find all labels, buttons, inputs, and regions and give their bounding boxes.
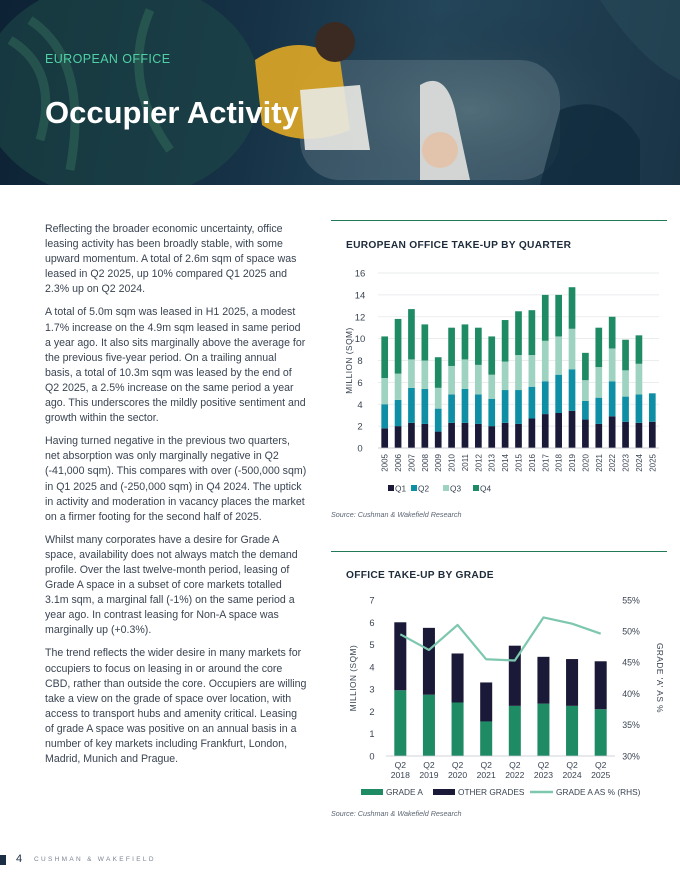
bar-segment-q3	[529, 355, 536, 387]
bar-segment-grade-a	[423, 695, 435, 756]
bar-segment-q1	[636, 423, 643, 448]
bar-segment-q2	[515, 390, 522, 424]
paragraph: Reflecting the broader economic uncertainty, office leasing activity has been broadly stable, with some upward momentum. A total of 2.6m sqm of space was leased in Q2 2025, up 10% compared Q1 2025 and 2.3% up on Q2 2024.	[45, 223, 297, 296]
grade-takeup-chart	[331, 552, 667, 806]
bar-segment-grade-a	[509, 706, 521, 756]
legend-label: Q4	[480, 483, 492, 494]
x-tick-label: Q2	[566, 760, 578, 770]
page-number: 4	[16, 853, 23, 865]
x-tick-label: 2012	[474, 454, 484, 472]
bar-segment-q1	[582, 420, 589, 448]
x-tick-label: 2014	[501, 454, 511, 472]
x-tick-label: 2011	[460, 454, 470, 472]
bar-segment-q4	[421, 324, 428, 360]
bar-segment-q4	[381, 336, 388, 378]
legend-swatch	[361, 789, 383, 795]
section-eyebrow: EUROPEAN OFFICE	[45, 52, 171, 66]
legend-swatch	[433, 789, 455, 795]
x-tick-label: 2023	[533, 770, 553, 780]
x-tick-label: 2007	[407, 454, 417, 472]
bar-segment-q2	[408, 388, 415, 423]
x-tick-label: 2016	[527, 454, 537, 472]
y-tick-label: 2	[357, 421, 363, 433]
x-tick-label: Q2	[537, 760, 550, 770]
x-tick-label: 2025	[648, 454, 658, 472]
bar-segment-q2	[395, 400, 402, 426]
bar-segment-q2	[595, 398, 602, 424]
bar-segment-q2	[529, 387, 536, 419]
bar-segment-q1	[609, 416, 616, 448]
paragraph: The trend reflects the wider desire in many markets for occupiers to focus on leasing in or around the core CBD, rather than outside the core. Occupiers are willing take a view on the grade of space over location, with access to transport hubs and amenity critical. Leasing of grade A space was positive on an annual basis in a number of key markets including Frankfurt, London, Madrid, Munich and Prague.	[45, 647, 307, 766]
x-tick-label: 2006	[394, 454, 404, 472]
y-tick-label: 1	[369, 729, 375, 740]
y2-tick-label: 30%	[622, 751, 640, 762]
bar-segment-q4	[542, 295, 549, 341]
bar-segment-q1	[515, 424, 522, 448]
y-tick-label: 10	[354, 334, 366, 346]
bar-segment-q4	[529, 310, 536, 355]
y-tick-label: 8	[357, 356, 363, 367]
y2-tick-label: 50%	[622, 626, 640, 637]
footer-marker	[0, 855, 6, 865]
bar-segment-q3	[462, 359, 469, 389]
bar-segment-other-grades	[394, 622, 406, 690]
bar-segment-other-grades	[595, 661, 607, 709]
bar-segment-q1	[395, 426, 402, 448]
bar-segment-q1	[475, 424, 482, 448]
x-tick-label: 2015	[514, 454, 524, 472]
bar-segment-q4	[555, 295, 562, 337]
bar-segment-q3	[542, 341, 549, 381]
x-tick-label: 2024	[562, 770, 582, 780]
x-tick-label: 2018	[390, 770, 410, 780]
y-tick-label: 6	[357, 377, 363, 389]
x-tick-label: Q2	[423, 760, 435, 770]
bar-segment-q3	[448, 366, 455, 394]
y-tick-label: 0	[369, 751, 375, 762]
bar-segment-q4	[569, 287, 576, 329]
bar-segment-q1	[555, 413, 562, 448]
x-tick-label: 2023	[621, 454, 631, 472]
x-tick-label: 2018	[554, 454, 564, 472]
bar-segment-q2	[475, 394, 482, 424]
legend-label: Q1	[395, 483, 407, 494]
x-tick-label: Q2	[594, 760, 607, 770]
legend-label: Q2	[418, 483, 430, 494]
y-tick-label: 7	[369, 595, 375, 606]
y-tick-label: 12	[354, 312, 366, 324]
x-tick-label: Q2	[394, 760, 407, 770]
bar-segment-q4	[408, 309, 415, 359]
bar-segment-other-grades	[452, 653, 464, 702]
x-tick-label: 2010	[447, 454, 457, 472]
bar-segment-q3	[408, 359, 415, 387]
x-tick-label: 2022	[608, 454, 618, 472]
bar-segment-q1	[622, 422, 629, 448]
x-tick-label: 2021	[594, 454, 604, 472]
legend-label: OTHER GRADES	[458, 787, 525, 797]
bar-segment-grade-a	[480, 721, 492, 756]
bar-segment-q2	[462, 389, 469, 423]
bar-segment-q2	[555, 375, 562, 413]
bar-segment-q3	[555, 336, 562, 374]
bar-segment-grade-a	[394, 690, 406, 756]
bar-segment-q1	[542, 414, 549, 448]
x-tick-label: 2005	[380, 454, 390, 472]
legend-swatch	[388, 485, 394, 491]
bar-segment-q1	[595, 424, 602, 448]
bar-segment-q2	[649, 393, 656, 421]
bar-segment-q1	[569, 411, 576, 448]
x-tick-label: 2021	[476, 770, 496, 780]
bar-segment-q2	[502, 390, 509, 423]
x-tick-label: Q2	[451, 760, 464, 770]
legend-swatch	[473, 485, 479, 491]
bar-segment-other-grades	[423, 628, 435, 695]
bar-segment-q3	[475, 365, 482, 395]
x-tick-label: 2019	[419, 770, 439, 780]
page-title: Occupier Activity	[45, 95, 299, 130]
y2-axis-label: GRADE 'A' AS %	[655, 642, 665, 714]
bar-segment-q3	[502, 362, 509, 390]
bar-segment-q3	[595, 367, 602, 398]
bar-segment-q4	[395, 319, 402, 374]
y-tick-label: 14	[354, 290, 366, 302]
bar-segment-q2	[381, 404, 388, 428]
bar-segment-q1	[435, 432, 442, 448]
legend-label: GRADE A	[386, 787, 423, 797]
bar-segment-q4	[502, 320, 509, 362]
bar-segment-q2	[582, 401, 589, 420]
y-tick-label: 5	[369, 640, 375, 651]
bar-segment-q2	[569, 369, 576, 411]
y-tick-label: 2	[369, 706, 375, 717]
bar-segment-q4	[462, 324, 469, 359]
bar-segment-q3	[569, 329, 576, 369]
bar-segment-q4	[595, 328, 602, 367]
x-tick-label: 2009	[434, 454, 444, 472]
bar-segment-other-grades	[480, 682, 492, 721]
y-axis-label: MILLION (SQM)	[344, 327, 354, 394]
paragraph: Whilst many corporates have a desire for Grade A space, availability does not always match the demand profile. Over the last twelve-month period, leasing of Grade A space in a subset of core markets totalled 3.1m sqm, a marginal fall (-1%) on the same period a year ago. In contrast leasing for Non-A space was marginally up (+0.3%).	[45, 533, 298, 637]
x-tick-label: 2024	[634, 454, 644, 472]
y2-tick-label: 45%	[622, 657, 640, 668]
legend-label: GRADE A AS % (RHS)	[556, 787, 641, 797]
quarterly-takeup-chart	[331, 221, 667, 509]
bar-segment-other-grades	[566, 659, 578, 706]
x-tick-label: 2013	[487, 454, 497, 472]
y-tick-label: 0	[357, 443, 363, 455]
bar-segment-q4	[582, 353, 589, 380]
quarterly-takeup-chart-panel	[331, 220, 667, 510]
bar-segment-q1	[649, 422, 656, 448]
bar-segment-q4	[622, 340, 629, 371]
bar-segment-q2	[435, 409, 442, 432]
bar-segment-q3	[609, 348, 616, 381]
bar-segment-q4	[435, 357, 442, 388]
y-tick-label: 16	[354, 268, 366, 280]
x-tick-label: 2025	[591, 770, 611, 780]
bar-segment-q2	[542, 381, 549, 414]
x-tick-label: 2022	[505, 770, 525, 780]
bar-segment-q3	[622, 370, 629, 396]
chart-source: Source: Cushman & Wakefield Research	[331, 809, 462, 818]
bar-segment-q3	[488, 375, 495, 399]
bar-segment-q3	[636, 364, 643, 395]
bar-segment-q3	[381, 378, 388, 404]
x-tick-label: 2017	[541, 454, 551, 472]
bar-segment-grade-a	[595, 709, 607, 756]
legend-swatch	[411, 485, 417, 491]
bar-segment-q1	[529, 418, 536, 448]
bar-segment-q2	[622, 397, 629, 422]
bar-segment-q1	[462, 423, 469, 448]
x-tick-label: Q2	[509, 760, 521, 770]
bar-segment-q4	[475, 328, 482, 365]
y-axis-label: MILLION (SQM)	[348, 644, 358, 712]
bar-segment-q1	[502, 423, 509, 448]
footer-brand: CUSHMAN & WAKEFIELD	[34, 856, 156, 863]
chart-title: OFFICE TAKE-UP BY GRADE	[346, 570, 494, 581]
x-tick-label: Q2	[480, 760, 492, 770]
y-tick-label: 3	[369, 684, 375, 695]
hero-photo	[0, 0, 680, 185]
y2-tick-label: 55%	[622, 595, 640, 606]
bar-segment-q3	[582, 380, 589, 401]
y-tick-label: 4	[369, 662, 375, 673]
bar-segment-q4	[636, 335, 643, 363]
body-text	[45, 222, 307, 775]
bar-segment-q1	[421, 424, 428, 448]
bar-segment-q2	[609, 381, 616, 416]
bar-segment-q2	[636, 394, 643, 422]
bar-segment-q4	[609, 317, 616, 349]
chart-title: EUROPEAN OFFICE TAKE-UP BY QUARTER	[346, 240, 572, 251]
bar-segment-q4	[448, 328, 455, 366]
bar-segment-grade-a	[566, 706, 578, 756]
bar-segment-q2	[421, 389, 428, 424]
y-tick-label: 4	[357, 399, 363, 411]
bar-segment-q3	[421, 361, 428, 389]
paragraph: A total of 5.0m sqm was leased in H1 2025, a modest 1.7% increase on the 4.9m sqm leased in same period a year ago. It also sits marginally above the average for the previous five-year period. On a trailing annual basis, a total of 10.3m sqm was leased by the end of Q2 2025, a 2.5% increase on the same period a year ago. This underscores the mildly positive sentiment and growth within the sector.	[45, 306, 306, 425]
y2-tick-label: 35%	[622, 720, 640, 731]
legend-swatch	[443, 485, 449, 491]
bar-segment-q1	[448, 423, 455, 448]
bar-segment-other-grades	[537, 657, 549, 704]
bar-segment-q3	[515, 355, 522, 390]
bar-segment-q3	[395, 374, 402, 400]
paragraph: Having turned negative in the previous two quarters, net absorption was only marginally negative in Q2 (-41,000 sqm). This compares with over (-500,000 sqm) in Q1 2025 and (-250,000 sqm) in Q4 2024. The uptick in activity and moderation in vacancy places the market on a firmer footing for the second half of 2025.	[45, 435, 307, 523]
bar-segment-grade-a	[537, 704, 549, 756]
bar-segment-q2	[488, 399, 495, 426]
bar-segment-q3	[435, 388, 442, 409]
bar-segment-grade-a	[452, 703, 464, 756]
x-tick-label: 2008	[420, 454, 430, 472]
chart-source: Source: Cushman & Wakefield Research	[331, 510, 462, 519]
bar-segment-q2	[448, 394, 455, 422]
x-tick-label: 2020	[448, 770, 468, 780]
legend-label: Q3	[450, 483, 462, 494]
x-tick-label: 2019	[568, 454, 578, 472]
hero-banner	[0, 0, 680, 185]
y2-tick-label: 40%	[622, 688, 640, 699]
x-tick-label: 2020	[581, 454, 591, 472]
bar-segment-q1	[408, 423, 415, 448]
bar-segment-q1	[381, 428, 388, 448]
bar-segment-q4	[515, 311, 522, 355]
y-tick-label: 6	[369, 617, 375, 628]
grade-takeup-chart-panel	[331, 551, 667, 807]
bar-segment-q1	[488, 426, 495, 448]
bar-segment-q4	[488, 336, 495, 374]
